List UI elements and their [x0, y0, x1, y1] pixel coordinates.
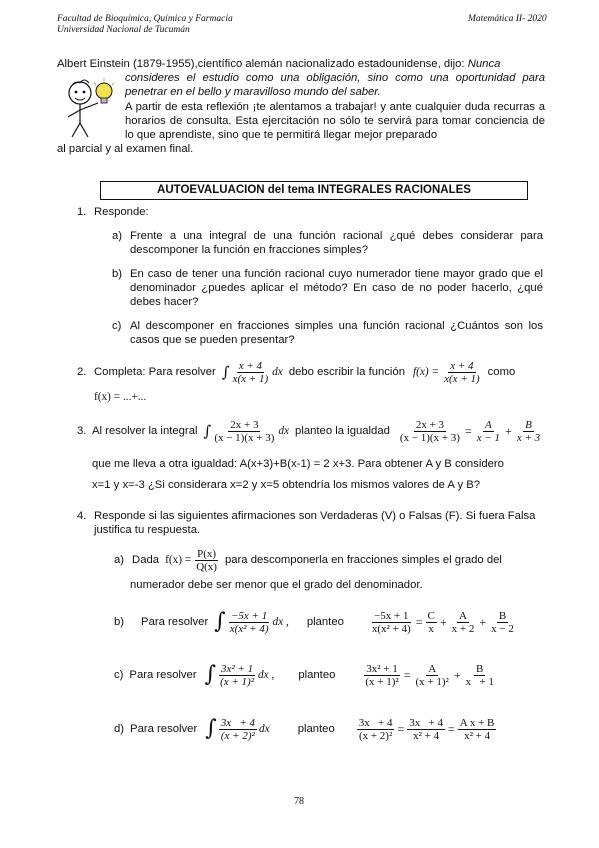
stick-figure-illustration — [58, 73, 120, 143]
integral-sign: ∫ — [205, 716, 217, 741]
q3-text-2: planteo la igualdad — [295, 425, 390, 437]
q4-b-plus-2: + — [479, 615, 487, 629]
q4-b-integrand-num: −5x + 1 — [230, 609, 268, 622]
q3-line2: que me lleva a otra igualdad: A(x+3)+B(x-1) = 2 x+3. Para obtener A y B considero — [92, 458, 504, 470]
q4-c-b-den: x + 1 — [465, 675, 494, 688]
intro-line1-text: Albert Einstein (1879-1955),científico alemán nacionalizado estadounidense, dijo: — [57, 58, 468, 70]
q4-a-text-2: para descomponerla en fracciones simples el grado del — [224, 554, 502, 566]
q3-integrand-den: (x − 1)(x + 3) — [214, 431, 275, 444]
q3-line1 — [92, 415, 542, 447]
q4-d-left — [357, 717, 395, 742]
q1-b-marker: b) — [112, 268, 123, 280]
q4-b-equals: = — [415, 615, 423, 629]
q4-d-integrand-num: 3x + 4 — [220, 716, 256, 729]
q4-d-dx: dx — [259, 723, 270, 735]
q1-c-marker: c) — [112, 320, 122, 332]
q3-integrand-num: 2x + 3 — [230, 418, 259, 431]
q4-d-left-den: (x + 2)² — [358, 729, 393, 742]
q2-text-3: como — [487, 366, 516, 378]
q4-b-a: A — [459, 609, 467, 622]
q4-c-a-den: (x + 1)² — [415, 675, 449, 688]
q2-text-1: Completa: Para resolver — [94, 366, 216, 378]
q4-a-fx: f(x) = — [165, 554, 192, 566]
q2-function-den: x(x + 1) — [444, 372, 480, 385]
q4-a-marker: a) — [114, 554, 125, 566]
q3-dx: dx — [278, 425, 290, 437]
intro-quote: consideres el estudio como una obligación, sino como una oportunidad para penetrar en el bello y maravilloso mundo del saber. — [125, 72, 545, 98]
q4-d-marker: d) — [114, 723, 125, 735]
q4-a-num: P(x) — [197, 547, 217, 560]
intro-line1 — [57, 57, 545, 71]
intro-paragraph: A partir de esta reflexión ¡te alentamos a trabajar! y ante cualquier duda recurras a horarios de consulta. Esta ejercitación no sólo te servirá para tomar conciencia de lo que aprendiste, sino que te permitirá llegar mejor preparado — [125, 101, 545, 141]
q4-b-frac-b — [489, 610, 516, 635]
q2-integrand — [231, 360, 271, 385]
q4-b-plus-1: + — [439, 615, 447, 629]
section-title: AUTOEVALUACION del tema INTEGRALES RACIONALES — [100, 181, 528, 200]
q4-c-plus: + — [453, 668, 461, 682]
q4-d-middle-den: x² + 4 — [413, 729, 440, 742]
q3-eq-left-num: 2x + 3 — [415, 418, 445, 431]
q4-c-line — [114, 655, 496, 695]
q4-c-integrand-num: 3x² + 1 — [220, 662, 254, 675]
q4-b-marker: b) — [114, 616, 125, 628]
q4-d-middle-num: 3x + 4 — [409, 716, 443, 729]
integral-sign: ∫ — [204, 662, 217, 687]
q4-c-frac-a — [414, 663, 451, 688]
q4-b-integrand-den: x(x² + 4) — [229, 622, 269, 635]
q4-d-middle — [407, 717, 445, 742]
q4-b-frac-a — [450, 610, 477, 635]
q2-line1 — [94, 356, 515, 388]
q4-b-left-num: −5x + 1 — [374, 609, 409, 622]
q4-a-line1 — [114, 544, 502, 576]
integral-sign: ∫ — [221, 362, 230, 381]
q4-b-b-den: x − 2 — [491, 622, 514, 635]
q4-c-left-num: 3x² + 1 — [366, 662, 398, 675]
q2-text-2: debo escribir la función — [288, 366, 406, 378]
q4-d-equals-2: = — [447, 722, 455, 736]
q4-number: 4. — [77, 510, 87, 522]
q4-d-right-den: x² + 4 — [464, 729, 491, 742]
q4-c-marker: c) — [114, 669, 124, 681]
q4-d-integrand-den: (x + 2)² — [220, 729, 255, 742]
q4-d-equals-1: = — [397, 722, 405, 736]
q4-d-text-1: Para resolver — [130, 723, 198, 735]
q3-b: B — [525, 418, 532, 431]
q4-intro: Responde si las siguientes afirmaciones son Verdaderas (V) o Falsas (F). Si fuera Falsa justifica tu respuesta. — [94, 510, 536, 536]
q2-integrand-num: x + 4 — [238, 359, 263, 372]
q4-c-planteo: planteo — [298, 669, 336, 681]
header-university: Universidad Nacional de Tucumán — [57, 25, 190, 35]
q4-d-line — [114, 709, 496, 749]
q2-function — [442, 360, 482, 385]
q4-c-b: B — [476, 662, 484, 675]
q1-number: 1. — [77, 206, 87, 218]
header-course: Matemática II- 2020 — [468, 14, 547, 24]
q3-eq-left — [398, 419, 462, 444]
q4-d-planteo: planteo — [297, 723, 335, 735]
q2-function-num: x + 4 — [450, 359, 474, 372]
q4-c-integrand-den: (x + 1)² — [220, 675, 255, 688]
q3-number: 3. — [77, 425, 87, 437]
q4-b-text-1: Para resolver — [141, 616, 209, 628]
integral-sign: ∫ — [214, 609, 226, 634]
q3-plus: + — [505, 424, 512, 438]
q4-b-c-den: x — [428, 622, 434, 635]
q3-a-den: x − 1 — [476, 431, 501, 444]
q4-b-a-den: x + 2 — [451, 622, 475, 635]
q4-a-text-1: Dada — [132, 554, 160, 566]
q4-b-c: C — [427, 609, 435, 622]
q4-b-left-den: x(x² + 4) — [371, 622, 411, 635]
q4-c-a: A — [428, 662, 437, 675]
intro-paragraph-end: al parcial y al examen final. — [57, 143, 194, 155]
q4-b-planteo: planteo — [306, 616, 344, 628]
q4-d-right-num: A x + B — [459, 716, 495, 729]
q2-dx: dx — [272, 366, 283, 378]
q4-c-dx: dx , — [258, 669, 275, 681]
q3-equals: = — [464, 424, 472, 438]
q4-d-left-num: 3x + 4 — [358, 716, 393, 729]
q1-b-text: En caso de tener una función racional cuyo numerador tiene mayor grado que el denominador ¿puedes aplicar el método? En caso de no poder hacerlo, ¿qué debes hacer? — [130, 268, 543, 308]
q3-fraction-a — [475, 419, 502, 444]
q2-line2: f(x) = ...+... — [94, 391, 147, 403]
q3-eq-left-den: (x − 1)(x + 3) — [399, 431, 460, 444]
q4-b-b: B — [498, 609, 507, 622]
q3-b-den: x + 3 — [516, 431, 541, 444]
q4-c-left — [363, 663, 400, 688]
q1-a-marker: a) — [112, 230, 123, 242]
q4-d-integrand — [219, 717, 257, 742]
q4-b-line — [114, 602, 516, 642]
q2-number: 2. — [77, 366, 87, 378]
q4-d-right — [458, 717, 497, 742]
q3-a: A — [485, 418, 492, 431]
q3-integrand — [212, 419, 276, 444]
q4-c-integrand — [218, 663, 256, 688]
q4-b-left — [370, 610, 413, 635]
q4-c-equals: = — [403, 668, 411, 682]
header-faculty: Facultad de Bioquímica, Química y Farmacia — [57, 14, 233, 24]
q1-c-text: Al descomponer en fracciones simples una función racional ¿Cuántos son los casos que se pueden presentar? — [130, 320, 543, 346]
q4-b-dx: dx , — [272, 616, 289, 628]
q4-c-left-den: (x + 1)² — [365, 675, 399, 688]
q4-a-fraction — [194, 548, 219, 573]
q4-c-text-1: Para resolver — [129, 669, 197, 681]
q4-b-integrand — [228, 610, 271, 635]
q4-a-den: Q(x) — [196, 560, 217, 573]
q2-integrand-den: x(x + 1) — [232, 372, 269, 385]
q3-text-1: Al resolver la integral — [92, 425, 198, 437]
q1-label: Responde: — [94, 206, 149, 218]
q1-a-text: Frente a una integral de una función racional ¿qué debes considerar para descomponer la función en fracciones simples? — [130, 230, 543, 256]
q3-fraction-b — [515, 419, 542, 444]
page-number: 78 — [294, 796, 304, 807]
q2-fx: f(x) = — [413, 366, 440, 378]
q3-line3: x=1 y x=-3 ¿Si considerara x=2 y x=5 obtendría los mismos valores de A y B? — [92, 479, 481, 491]
intro-quote-start: Nunca — [467, 58, 501, 70]
integral-sign: ∫ — [203, 421, 212, 440]
q4-a-line2: numerador debe ser menor que el grado del denominador. — [130, 579, 423, 591]
q4-c-frac-b — [464, 663, 496, 688]
q4-b-frac-c — [426, 610, 437, 635]
